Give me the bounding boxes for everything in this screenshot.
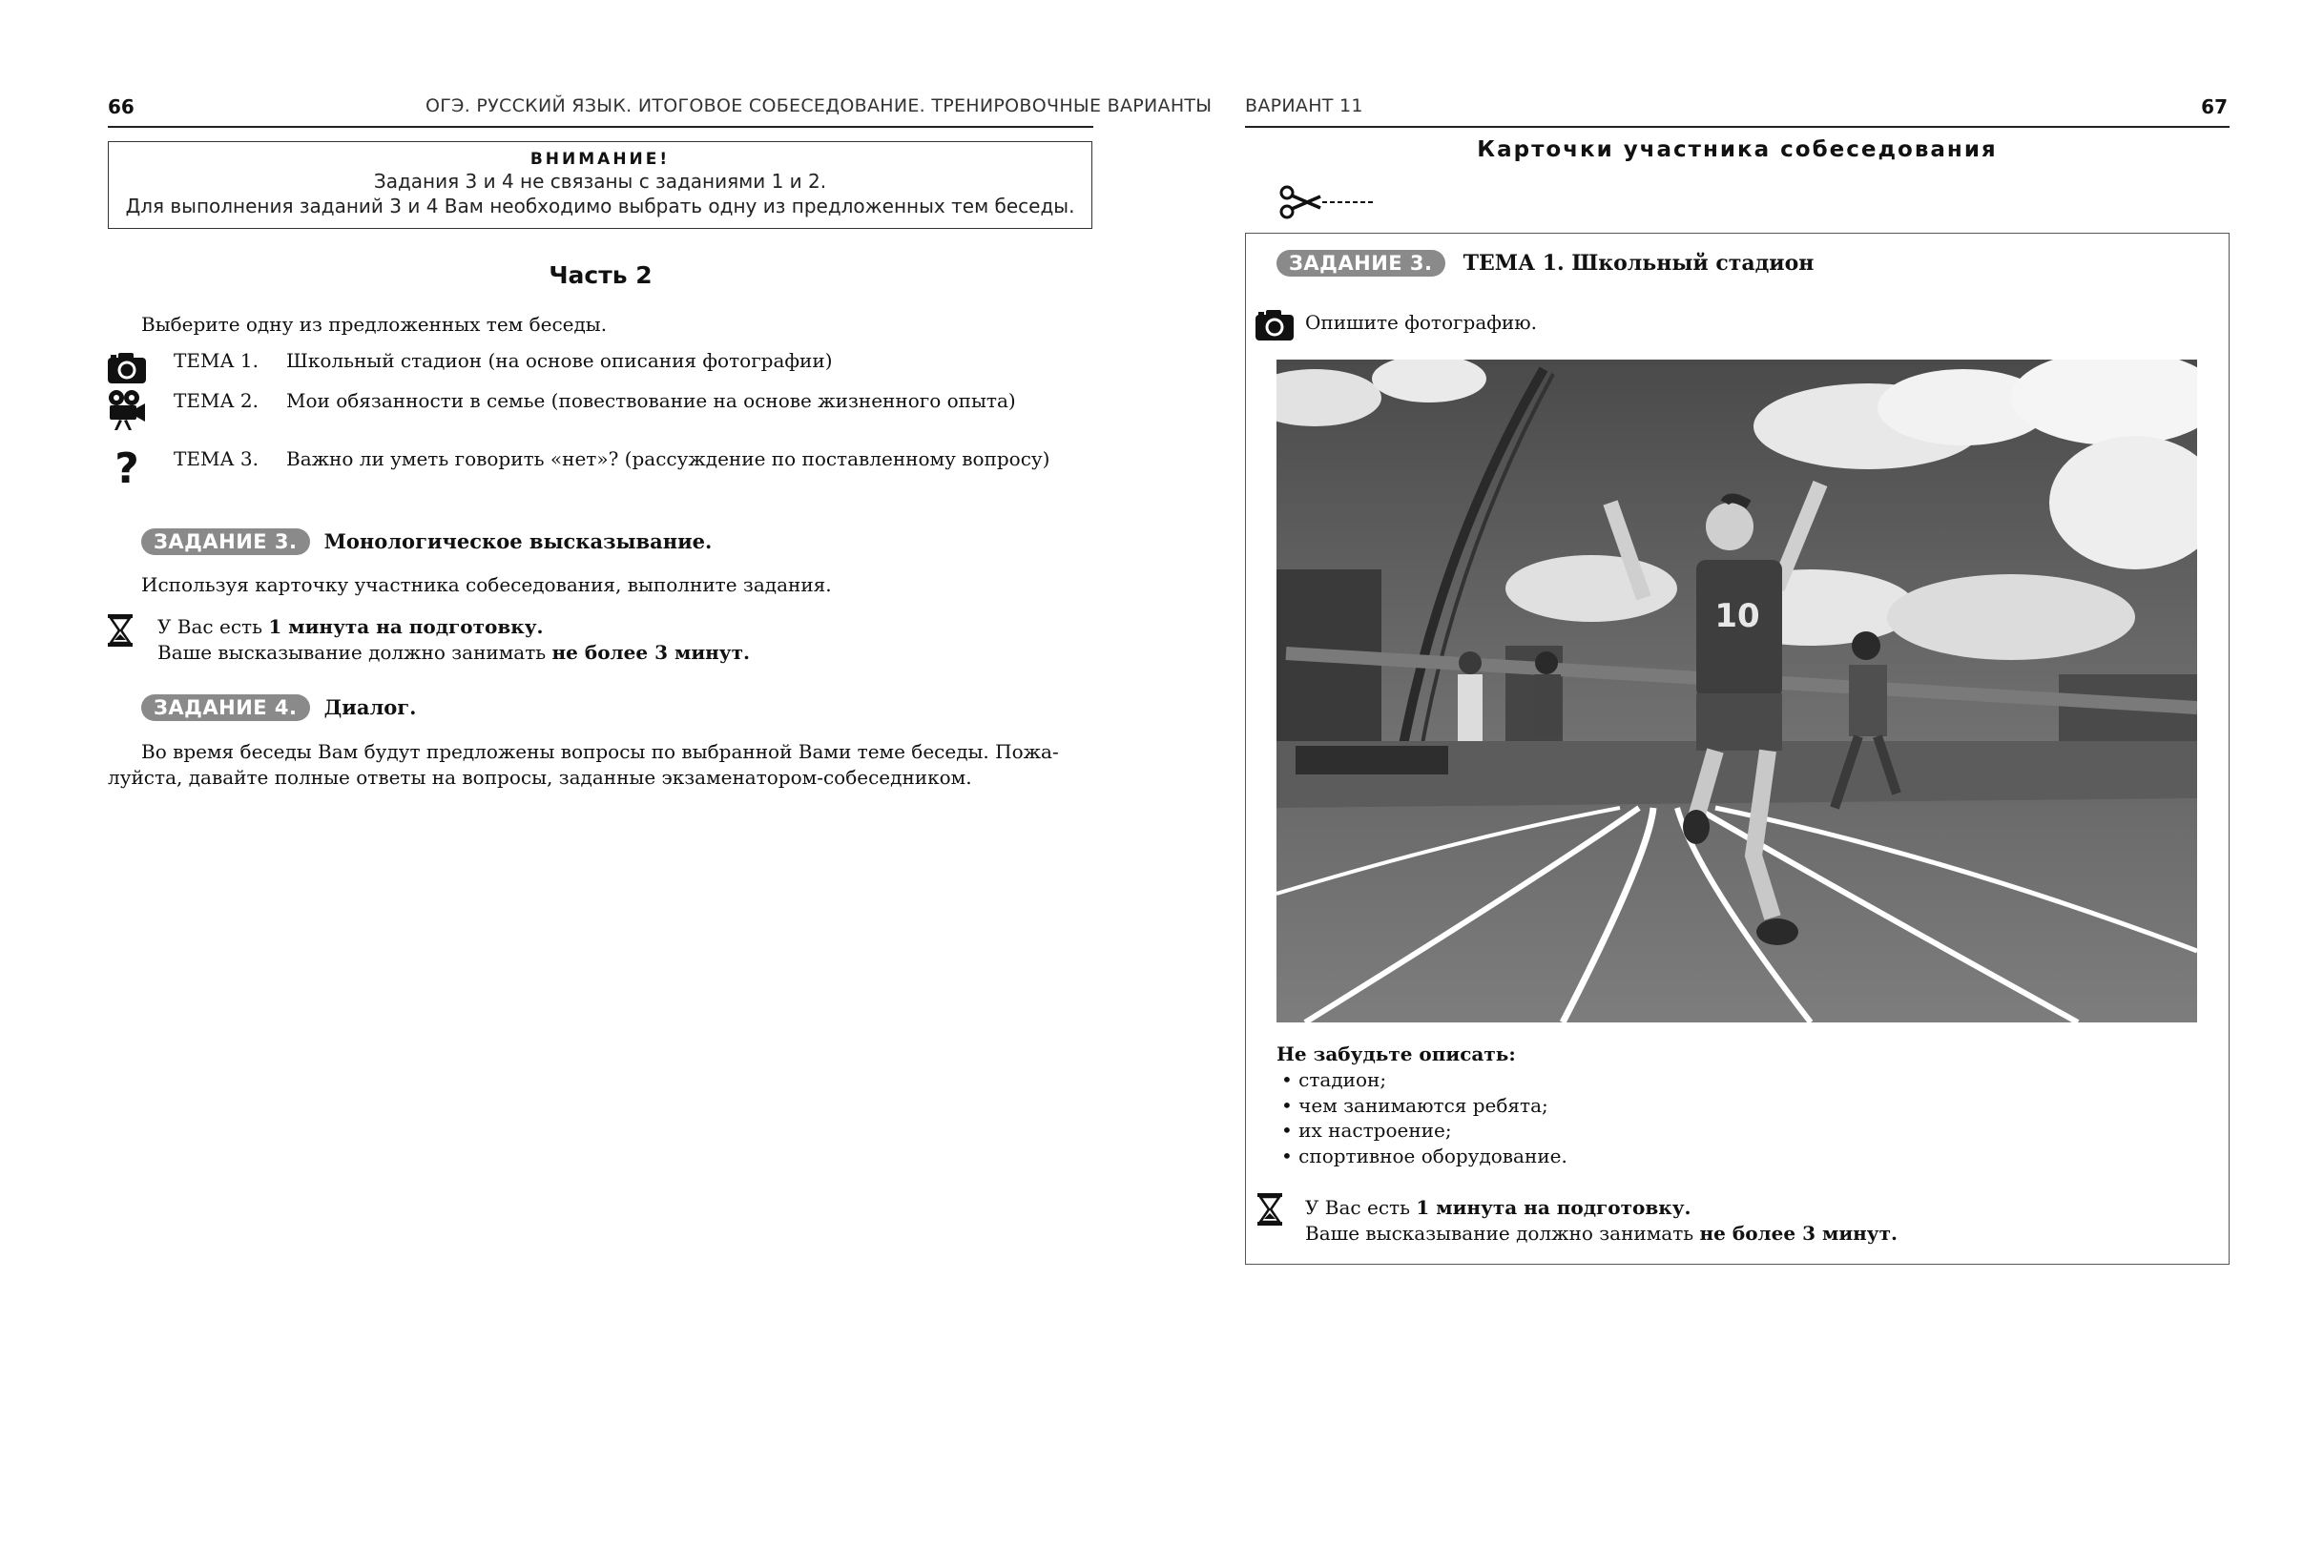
running-head-left: ОГЭ. РУССКИЙ ЯЗЫК. ИТОГОВОЕ СОБЕСЕДОВАНИЕ. ТРЕНИРОВОЧНЫЕ ВАРИАНТЫ bbox=[425, 95, 1213, 116]
card-prep bbox=[1305, 1195, 1691, 1221]
card-topic: ТЕМА 1. Школьный стадион bbox=[1463, 251, 1815, 276]
bullet-3-text: их настроение; bbox=[1298, 1119, 1452, 1142]
topic-1 bbox=[174, 349, 833, 372]
stadium-photo bbox=[1276, 360, 2197, 1022]
describe-photo-text: Опишите фотографию. bbox=[1305, 311, 1537, 334]
remember-title: Не забудьте описать: bbox=[1276, 1042, 1516, 1065]
topic-3 bbox=[174, 447, 1049, 470]
task-4-line-1: Во время беседы Вам будут предложены вопросы по выбранной Вами теме беседы. Пожа- bbox=[141, 740, 1059, 763]
header-rule-left bbox=[108, 126, 1093, 128]
page-number-right: 67 bbox=[2201, 95, 2228, 118]
bullet-2: • чем занимаются ребята; bbox=[1281, 1094, 1548, 1117]
topic-3-number: ТЕМА 3. bbox=[174, 447, 259, 470]
topic-1-text: Школьный стадион (на основе описания фотографии) bbox=[286, 349, 833, 372]
task-4-heading bbox=[141, 694, 416, 721]
topic-1-number: ТЕМА 1. bbox=[174, 349, 259, 372]
task-3-answer-bold: не более 3 минут. bbox=[551, 641, 750, 664]
attention-line-1: Задания 3 и 4 не связаны с заданиями 1 и 2. bbox=[373, 170, 827, 193]
task-3-badge: ЗАДАНИЕ 3. bbox=[141, 528, 310, 555]
task-3-prep-text: У Вас есть bbox=[157, 615, 269, 638]
attention-line-2: Для выполнения заданий 3 и 4 Вам необходимо выбрать одну из предложенных тем беседы. bbox=[125, 195, 1075, 217]
topic-2-text: Мои обязанности в семье (повествование на основе жизненного опыта) bbox=[286, 389, 1016, 412]
bullet-1: • стадион; bbox=[1281, 1068, 1387, 1091]
card-prep-text: У Вас есть bbox=[1305, 1196, 1417, 1219]
task-3-heading bbox=[141, 528, 712, 555]
topic-2 bbox=[174, 389, 1016, 412]
question-icon bbox=[113, 446, 141, 488]
card-title: Карточки участника собеседования bbox=[1477, 137, 1998, 162]
bullet-3: • их настроение; bbox=[1281, 1119, 1452, 1142]
attention-title: ВНИМАНИЕ! bbox=[529, 150, 671, 169]
task-4-badge: ЗАДАНИЕ 4. bbox=[141, 694, 310, 721]
bullet-2-text: чем занимаются ребята; bbox=[1298, 1094, 1548, 1117]
scissors-icon bbox=[1278, 184, 1374, 220]
task-3-prep-bold: 1 минута на подготовку. bbox=[268, 615, 544, 638]
card-task-badge: ЗАДАНИЕ 3. bbox=[1276, 250, 1445, 277]
camera-icon bbox=[107, 350, 147, 384]
task-4-title: Диалог. bbox=[323, 695, 417, 719]
running-head-right: ВАРИАНТ 11 bbox=[1245, 95, 1363, 116]
photo-bib-number: 10 bbox=[1714, 597, 1760, 635]
task-4-line-2: луйста, давайте полные ответы на вопросы, заданные экзаменатором-собеседником. bbox=[108, 766, 972, 789]
film-camera-icon bbox=[107, 389, 147, 431]
header-rule-right bbox=[1245, 126, 2230, 128]
task-3-answer bbox=[157, 640, 750, 666]
task-3-title: Монологическое высказывание. bbox=[323, 529, 713, 553]
choose-text: Выберите одну из предложенных тем беседы. bbox=[141, 313, 608, 336]
page-number-left: 66 bbox=[108, 95, 135, 118]
hourglass-icon bbox=[107, 613, 134, 648]
card-answer bbox=[1305, 1221, 1898, 1247]
task-3-instruction: Используя карточку участника собеседования, выполните задания. bbox=[141, 573, 832, 596]
attention-box bbox=[108, 141, 1092, 229]
task-3-answer-text: Ваше высказывание должно занимать bbox=[157, 641, 552, 664]
card-answer-text: Ваше высказывание должно занимать bbox=[1305, 1222, 1700, 1245]
camera-icon bbox=[1255, 307, 1295, 341]
hourglass-icon bbox=[1256, 1192, 1283, 1227]
svg-text:?: ? bbox=[114, 446, 139, 488]
bullet-4-text: спортивное оборудование. bbox=[1298, 1145, 1567, 1167]
bullet-1-text: стадион; bbox=[1298, 1068, 1387, 1091]
bullet-4: • спортивное оборудование. bbox=[1281, 1145, 1567, 1167]
task-3-prep bbox=[157, 614, 544, 640]
card-heading bbox=[1276, 250, 1814, 277]
card-answer-bold: не более 3 минут. bbox=[1699, 1222, 1898, 1245]
topic-2-number: ТЕМА 2. bbox=[174, 389, 259, 412]
part-title: Часть 2 bbox=[549, 261, 653, 289]
card-prep-bold: 1 минута на подготовку. bbox=[1416, 1196, 1691, 1219]
topic-3-text: Важно ли уметь говорить «нет»? (рассуждение по поставленному вопросу) bbox=[286, 447, 1050, 470]
